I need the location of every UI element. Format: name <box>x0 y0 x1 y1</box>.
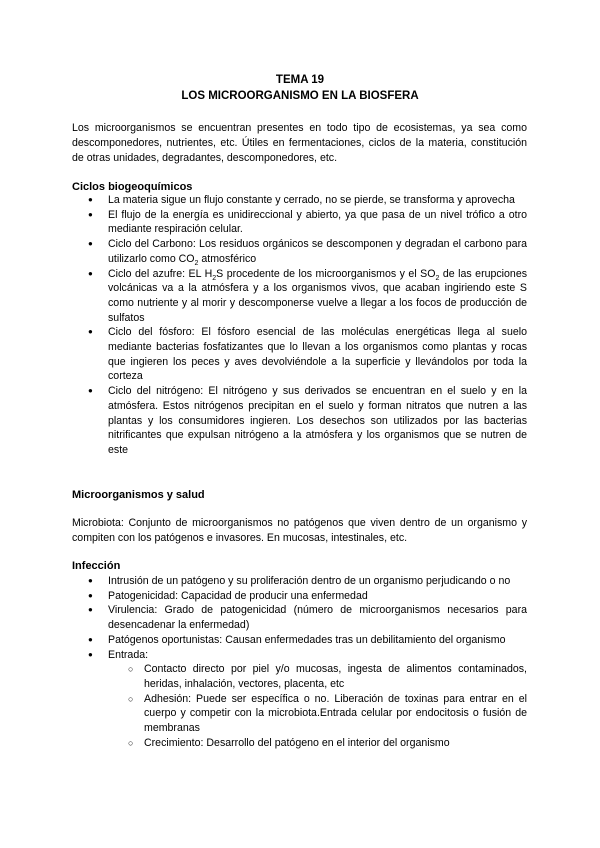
section-heading-salud: Microorganismos y salud <box>72 489 205 501</box>
sublist-item: ○ Adhesión: Puede ser específica o no. Liberación de toxinas para entrar en el cuerpo y competir con la microbiota.Entrada celular por endocitosis o fusión de membranas <box>108 692 527 736</box>
section-heading-ciclos: Ciclos biogeoquímicos <box>72 181 193 193</box>
sublist-item: ○ Contacto directo por piel y/o mucosas, ingesta de alimentos contaminados, heridas, inhalación, vectores, placenta, etc <box>108 662 527 691</box>
carbono-tail: atmosférico <box>198 252 257 265</box>
doc-title-line1: TEMA 19 <box>275 74 325 86</box>
list-item: ● Patogenicidad: Capacidad de producir una enfermedad <box>72 589 527 604</box>
microbiota-paragraph: Microbiota: Conjunto de microorganismos no patógenos que viven dentro de un organismo y compiten con los patógenos e invasores. En mucosas, intestinales, etc. <box>72 517 527 544</box>
list-item: ● Virulencia: Grado de patogenicidad (número de microorganismos necesarios para desencadenar la enfermedad) <box>72 603 527 632</box>
subscript: 2 <box>194 259 199 267</box>
carbono-text: Ciclo del Carbono: Los residuos orgánicos se descomponen y degradan el carbono para utilizarlo como CO <box>108 238 527 265</box>
azufre-tail: de las erupciones volcánicas va a la atmósfera y a los organismos vivos, que acaban ingiriendo este S como nutriente y al morir y descomponerse vuelve a llegar a los focos de producción de sulfatos <box>108 267 528 324</box>
subscript: 2 <box>435 274 440 282</box>
list-item: ● El flujo de la energía es unidireccional y abierto, ya que pasa de un nivel trófico a otro mediante respiración celular. <box>72 208 527 237</box>
subscript: 2 <box>212 274 217 282</box>
doc-title-line2: LOS MICROORGANISMO EN LA BIOSFERA <box>181 90 419 102</box>
list-item <box>72 237 527 266</box>
list-item <box>72 648 527 751</box>
sublist-item: ○ Crecimiento: Desarrollo del patógeno en el interior del organismo <box>108 736 527 751</box>
intro-paragraph: Los microorganismos se encuentran presentes en todo tipo de ecosistemas, ya sea como descomponedores, nutrientes, etc. Útiles en fermentaciones, ciclos de la materia, constitución de otras unidades, degradantes, descomponedores, etc. <box>72 122 527 164</box>
list-item: ● Ciclo del fósforo: El fósforo esencial de las moléculas energéticas llega al suelo mediante bacterias fosfatizantes que lo llevan a los organismos como plantas y rocas que ingieren los peces y aves devolviéndole a la superficie y llevándolos por toda la corteza <box>72 325 527 384</box>
list-item: ● La materia sigue un flujo constante y cerrado, no se pierde, se transforma y aprovecha <box>72 193 527 208</box>
list-item <box>72 267 527 326</box>
list-item: ● Ciclo del nitrógeno: El nitrógeno y sus derivados se encuentran en el suelo y en la atmósfera. Estos nitrógenos precipitan en el suelo y forman nitratos que nutren a las plantas y los consumidores ingieren. Los desechos son utilizados por las bacterias nitrificantes que expulsan nitrógeno a la atmósfera y los organismos que se nutren de este <box>72 384 527 458</box>
azufre-mid: S procedente de los microorganismos y el SO <box>216 267 436 280</box>
azufre-text: Ciclo del azufre: EL H <box>108 267 213 280</box>
infeccion-list <box>72 574 527 750</box>
entrada-sublist <box>108 662 527 750</box>
section-heading-infeccion: Infección <box>72 560 121 572</box>
ciclos-list <box>72 193 527 458</box>
entrada-label: Entrada: <box>108 648 149 661</box>
list-item: ● Intrusión de un patógeno y su proliferación dentro de un organismo perjudicando o no <box>72 574 527 589</box>
list-item: ● Patógenos oportunistas: Causan enfermedades tras un debilitamiento del organismo <box>72 633 527 648</box>
